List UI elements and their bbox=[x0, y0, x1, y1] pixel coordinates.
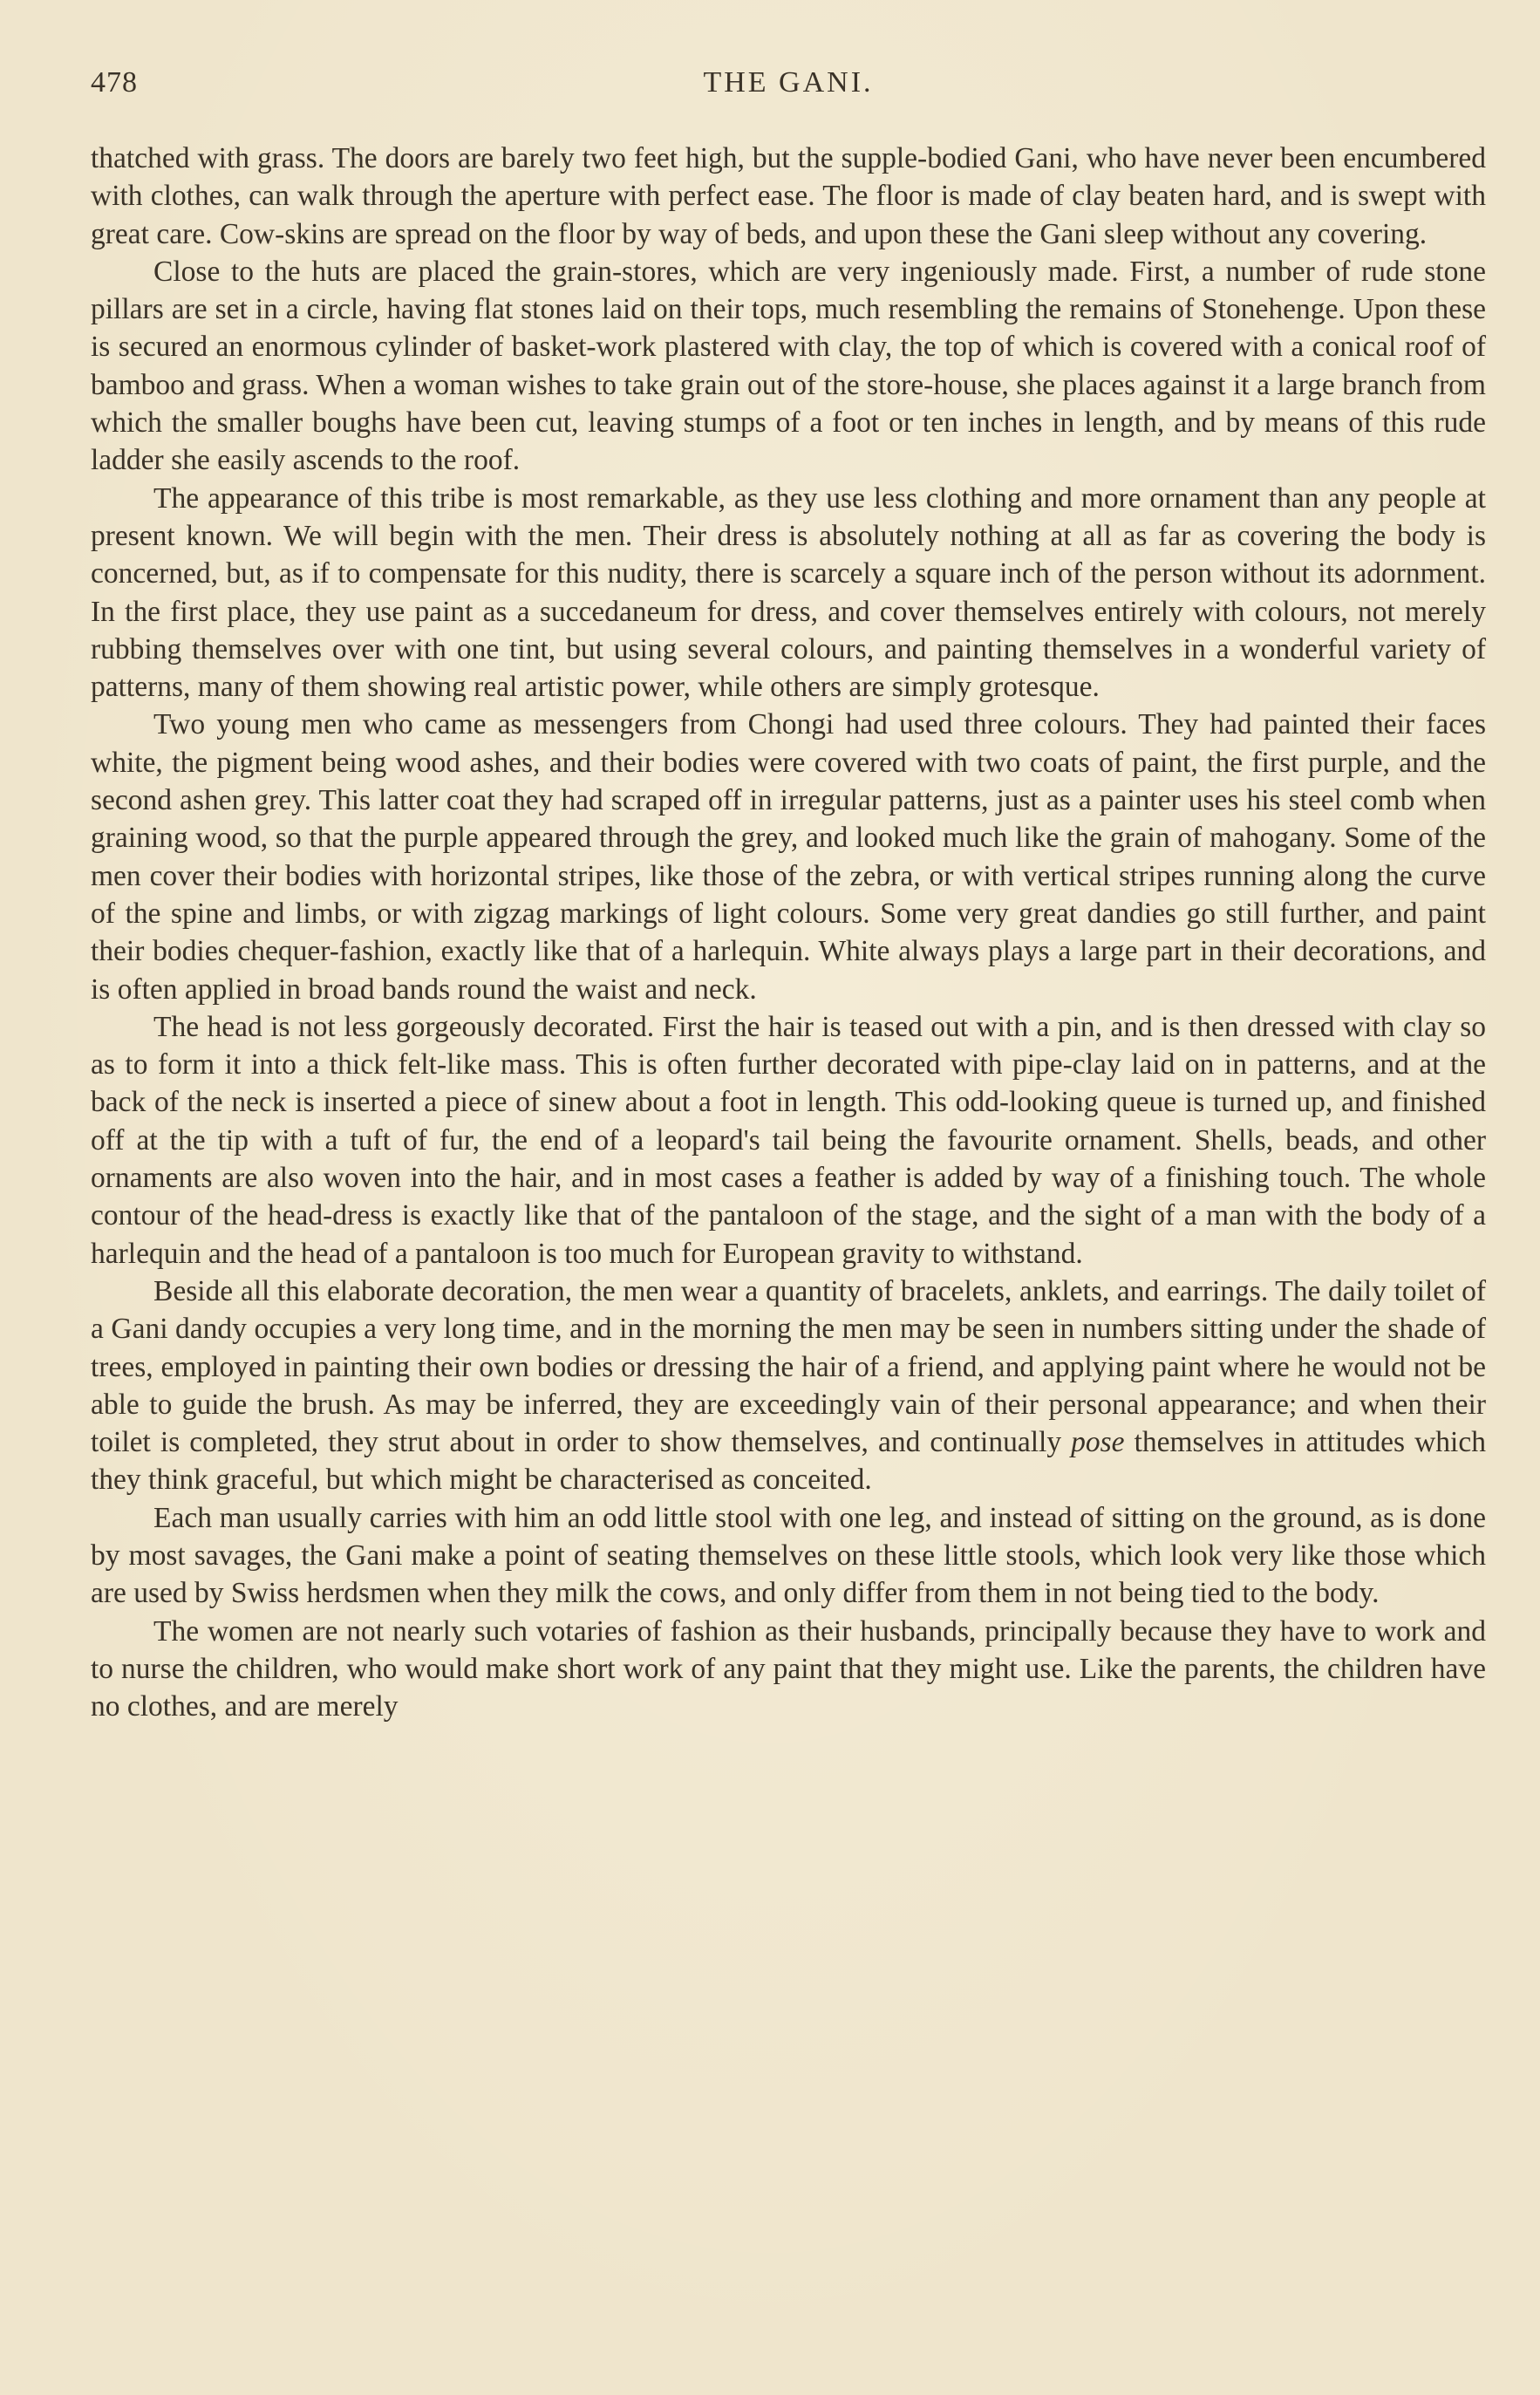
paragraph-head-decoration: The head is not less gorgeously decorated. First the hair is teased out with a pin, and is then dressed with clay so as to form it into a thick felt-like mass. This is often further decorated with pipe-clay laid on in patterns, and at the back of the neck is inserted a piece of sinew about a foot in length. This odd-looking queue is turned up, and finished off at the tip with a tuft of fur, the end of a leopard's tail being the favourite ornament. Shells, beads, and other ornaments are also woven into the hair, and in most cases a feather is added by way of a finishing touch. The whole contour of the head-dress is exactly like that of the pantaloon of the stage, and the sight of a man with the body of a harlequin and the head of a pantaloon is too much for European gravity to withstand. bbox=[91, 1010, 1486, 1270]
paragraph-grain-stores: Close to the huts are placed the grain-stores, which are very ingeniously made. First, a number of rude stone pillars are set in a circle, having flat stones laid on their tops, much resembling the remains of Stonehenge. Upon these is secured an enormous cylinder of basket-work plastered with clay, the top of which is covered with a conical roof of bamboo and grass. When a woman wishes to take grain out of the store-house, she places against it a large branch from which the smaller boughs have been cut, leaving stumps of a foot or ten inches in length, and by means of this rude ladder she easily ascends to the roof. bbox=[91, 255, 1486, 477]
italic-word-pose: pose bbox=[1071, 1426, 1125, 1459]
paragraph-messengers: Two young men who came as messengers from Chongi had used three colours. They had painted their faces white, the pigment being wood ashes, and their bodies were covered with two coats of paint, the first purple, and the second ashen grey. This latter coat they had scraped off in irregular patterns, just as a painter uses his steel comb when graining wood, so that the purple appeared through the grey, and looked much like the grain of mahogany. Some of the men cover their bodies with horizontal stripes, like those of the zebra, or with vertical stripes running along the curve of the spine and limbs, or with zigzag markings of light colours. Some very great dandies go still further, and paint their bodies chequer-fashion, exactly like that of a harlequin. White always plays a large part in their decorations, and is often applied in broad bands round the waist and neck. bbox=[91, 708, 1486, 1006]
page-number: 478 bbox=[91, 66, 138, 99]
page-header bbox=[91, 66, 1486, 119]
paragraph-women: The women are not nearly such votaries of fashion as their husbands, principally because they have to work and to nurse the children, who would make short work of any paint that they might use. Like the parents, the children have no clothes, and are merely bbox=[91, 1614, 1486, 1723]
paragraph-hut-floor: thatched with grass. The doors are barely two feet high, but the supple-bodied Gani, who have never been encumbered with clothes, can walk through the aperture with perfect ease. The floor is made of clay beaten hard, and is swept with great care. Cow-skins are spread on the floor by way of beds, and upon these the Gani sleep without any covering. bbox=[91, 142, 1486, 250]
body-text bbox=[91, 140, 1486, 1725]
paragraph-stools: Each man usually carries with him an odd little stool with one leg, and instead of sitting on the ground, as is done by most savages, the Gani make a point of seating themselves on these little stools, which look very like those which are used by Swiss herdsmen when they milk the cows, and only differ from them in not being tied to the body. bbox=[91, 1501, 1486, 1610]
paragraph-toilet-part-1: Beside all this elaborate decoration, the men wear a quantity of bracelets, anklets, and earrings. The daily toilet of a Gani dandy occupies a very long time, and in the morning the men may be seen in numbers sitting under the shade of trees, employed in painting their own bodies or dressing the hair of a friend, and applying paint where he would not be able to guide the brush. As may be inferred, they are exceedingly vain of their personal appearance; and when their toilet is completed, they strut about in order to show themselves, and continually bbox=[91, 1274, 1486, 1459]
running-title: THE GANI. bbox=[703, 66, 874, 99]
paragraph-appearance: The appearance of this tribe is most remarkable, as they use less clothing and more ornament than any people at present known. We will begin with the men. Their dress is absolutely nothing at all as far as covering the body is concerned, but, as if to compensate for this nudity, there is scarcely a square inch of the person without its adornment. In the first place, they use paint as a succedaneum for dress, and cover themselves entirely with colours, not merely rubbing themselves over with one tint, but using several colours, and painting themselves in a wonderful variety of patterns, many of them showing real artistic power, while others are simply grotesque. bbox=[91, 481, 1486, 704]
paragraph-toilet-part-2: themselves in attitudes which they think graceful, but which might be characterised as conceited. bbox=[91, 1426, 1486, 1497]
paragraph-toilet bbox=[91, 1273, 1486, 1499]
